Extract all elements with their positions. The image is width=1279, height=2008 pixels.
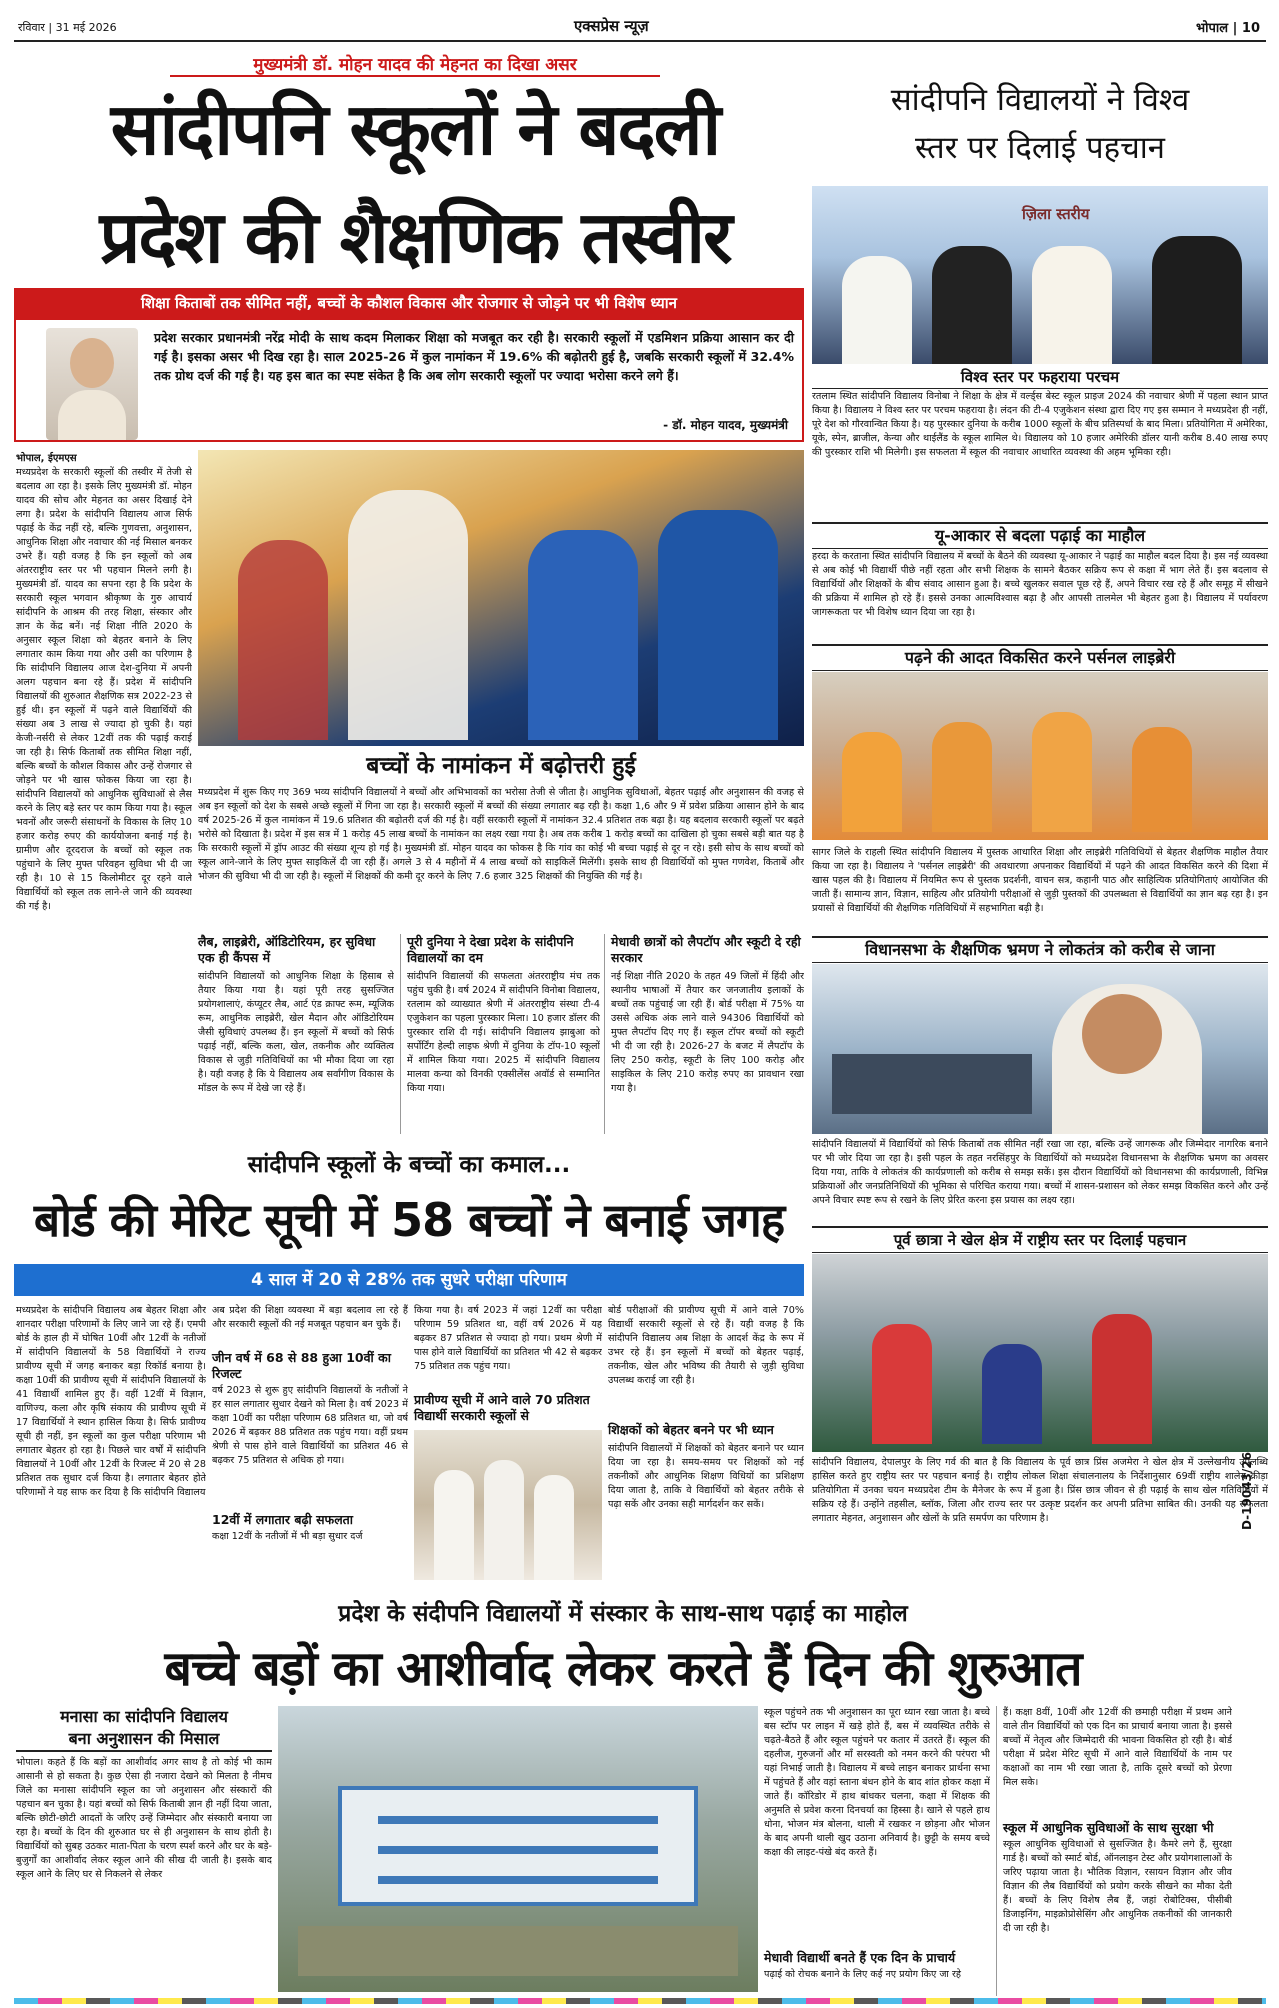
lead-kicker: मुख्यमंत्री डॉ. मोहन यादव की मेहनत का दिखा असर <box>170 52 660 77</box>
u-shape-head: यू-आकार से बदला पढ़ाई का माहौल <box>812 522 1268 549</box>
lead-column-1: मध्यप्रदेश के सरकारी स्कूलों की तस्वीर में तेजी से बदलाव आ रहा है। इसके लिए मुख्यमंत्री डॉ. मोहन यादव की सोच और मेहनत का असर दिखाई देने लगा है। प्रदेश के सांदीपनि विद्यालय आज सिर्फ पढ़ाई के केंद्र नहीं रहे, बल्कि गुणवत्ता, अनुशासन, आधुनिक शिक्षा और नवाचार की नई मिसाल बनकर उभरे हैं। यही वजह है कि इन स्कूलों को अब अंतरराष्ट्रीय स्तर पर भी पहचान मिलने लगी है। मुख्यमंत्री डॉ. यादव का सपना रहा है कि प्रदेश के सरकारी स्कूल भगवान श्रीकृष्ण के गुरु आचार्य सांदीपनि के आश्रम की तरह शिक्षा, संस्कार और ज्ञान के केंद्र बनें। नई शिक्षा नीति 2020 के अनुसार स्कूल शिक्षा को बेहतर बनाने के लिए लगातार काम किया गया और उसी का परिणाम है कि सांदीपनि विद्यालय आज देश-दुनिया में अपनी अलग पहचान बना रहे हैं। प्रदेश में सांदीपनि विद्यालयों की शुरुआत शैक्षणिक सत्र 2022-23 से हुई थी। इन स्कूलों में पढ़ने वाले विद्यार्थियों की संख्या अब 3 लाख से ज्यादा हो चुकी है। यहां केजी-नर्सरी से लेकर 12वीं तक की पढ़ाई कराई जा रही है। सिर्फ किताबों तक सीमित शिक्षा नहीं, बल्कि बच्चों के कौशल विकास और उन्हें रोजगार से जोड़ने पर भी खास फोकस किया जा रहा है। सांदीपनि विद्यालयों को आधुनिक सुविधाओं से लैस करने के लिए बड़े स्तर पर काम किया गया है। स्कूल भवनों और जरूरी संसाधनों के विकास के लिए 10 हजार करोड़ रुपए की कार्ययोजना बनाई गई है। ग्रामीण और दूरदराज के बच्चों को स्कूल तक पहुंचाने के लिए मुफ्त परिवहन सुविधा भी दी जा रही है। 10 से 15 किलोमीटर दूर रहने वाले विद्यार्थियों को स्कूल तक लाने-ले जाने की व्यवस्था की गई है। <box>16 467 192 912</box>
merit-col2-body: वर्ष 2023 से शुरू हुए सांदीपनि विद्यालयों के नतीजों ने हर साल लगातार सुधार देखने को मिला है। वर्ष 2023 में कक्षा 10वीं का परीक्षा परिणाम 68 प्रतिशत था, जो वर्ष 2026 में बढ़कर 88 प्रतिशत तक पहुंच गया। वहीं प्रथम श्रेणी से पास होने वाले विद्यार्थियों का प्रतिशत 46 से बढ़कर 75 प्रतिशत से अधिक हो गया। <box>212 1385 408 1466</box>
right-headline-1: सांदीपनि विद्यालयों ने विश्व <box>890 82 1190 118</box>
bottom-headline: बच्चे बड़ों का आशीर्वाद लेकर करते हैं दिन की शुरुआत <box>164 1641 1082 1697</box>
merit-column-2 <box>212 1304 408 1588</box>
bottom-col3-head: मेधावी विद्यार्थी बनते हैं एक दिन के प्राचार्य <box>764 1950 956 1965</box>
merit-col4-tail: सांदीपनि विद्यालयों में शिक्षकों को बेहतर बनाने पर ध्यान दिया जा रहा है। समय-समय पर शिक्षकों को नई तकनीकों और आधुनिक शिक्षण विधियों का प्रशिक्षण दिया जाता है, ताकि वे विद्यार्थियों को बेहतर तरीके से पढ़ा सकें और उनका सही मार्गदर्शन कर सकें। <box>608 1443 804 1510</box>
quote-box <box>14 318 804 442</box>
sports-photo <box>812 1254 1268 1452</box>
laptop-box-head: मेधावी छात्रों को लैपटॉप और स्कूटी दे रही सरकार <box>611 934 801 965</box>
merit-col4-body: बोर्ड परीक्षाओं की प्रावीण्य सूची में आने वाले 70% विद्यार्थी सरकारी स्कूलों से रहे हैं। यही वजह है कि सांदीपनि विद्यालय अब शिक्षा के आदर्श केंद्र के रूप में उभर रहे हैं। इन स्कूलों में बच्चों को बेहतर पढ़ाई, तकनीक, खेल और भविष्य की तैयारी से जुड़ी सुविधा उपलब्ध कराई जा रही है। <box>608 1305 804 1386</box>
bottom-col3-tail: पढ़ाई को रोचक बनाने के लिए कई नए प्रयोग किए जा रहे <box>764 1969 961 1980</box>
merit-column-3 <box>414 1304 602 1588</box>
school-aerial-photo <box>278 1706 758 1992</box>
world-body: रतलाम स्थित सांदीपनि विद्यालय विनोबा ने शिक्षा के क्षेत्र में वर्ल्ड्स बेस्ट स्कूल प्राइज 2024 की नवाचार श्रेणी में पहला स्थान प्राप्त किया है। विद्यालय ने विश्व स्तर पर परचम फहराया है। लंदन की टी-4 एजुकेशन संस्था द्वारा दिए गए इस सम्मान ने मध्यप्रदेश ही नहीं, पूरे देश को गौरवान्वित किया है। यह पुरस्कार दुनिया के करीब 1000 स्कूलों के बीच प्रतिस्पर्धा के बाद मिला। प्रतियोगिता में अमेरिका, यूके, स्पेन, ब्राजील, केन्या और थाईलैंड के स्कूल शामिल थे। विद्यालय को 10 हजार अमेरिकी डॉलर यानी करीब 8.40 लाख रुपए की पुरस्कार राशि भी मिलेगी। इस सफलता में स्कूल की नवाचार आधारित व्यवस्था की अहम भूमिका रही। <box>812 391 1268 458</box>
dateline: भोपाल, ईएमएस <box>16 453 77 464</box>
page-number: भोपाल | 10 <box>1196 21 1260 36</box>
masthead <box>14 12 1266 42</box>
enroll-head: बच्चों के नामांकन में बढ़ोत्तरी हुई <box>366 753 636 779</box>
lead-photo <box>198 450 804 746</box>
merit-col4-head: शिक्षकों को बेहतर बनने पर भी ध्यान <box>608 1422 774 1437</box>
sports-head: पूर्व छात्रा ने खेल क्षेत्र में राष्ट्रीय स्तर पर दिलाई पहचान <box>812 1226 1268 1253</box>
award-photo <box>812 186 1268 364</box>
students-photo <box>414 1430 602 1580</box>
date-line: रविवार | 31 मई 2026 <box>18 21 117 34</box>
world-box-head: पूरी दुनिया ने देखा प्रदेश के सांदीपनि विद्यालयों का दम <box>407 934 574 965</box>
paper-name: एक्सप्रेस न्यूज़ <box>574 17 649 35</box>
cm-quote-byline: - डॉ. मोहन यादव, मुख्यमंत्री <box>663 418 788 432</box>
lead-headline-2: प्रदेश की शैक्षणिक तस्वीर <box>99 195 731 279</box>
bottom-column-1: भोपाल। कहते हैं कि बड़ों का आशीर्वाद अगर साथ है तो कोई भी काम आसानी से हो सकता है। कुछ ऐसा ही नजारा देखने को मिलता है नीमच जिले का मनासा सांदीपनि स्कूल का जो अनुशासन और संस्कारों की पहचान बन चुका है। यहां बच्चों को सिर्फ किताबी ज्ञान ही नहीं दिया जाता, बल्कि छोटी-छोटी आदतों के जरिए उन्हें जिम्मेदार और संस्कारी बनाया जा रहा है। बच्चों के दिन की शुरुआत घर से ही अनुशासन के साथ होती है। विद्यार्थियों को सुबह उठकर माता-पिता के चरण स्पर्श करने और घर के बड़े-बुजुर्गों का आशीर्वाद लेकर स्कूल आने की सीख दी जाती है। इसके बाद स्कूल आने के लिए घर से निकलने से लेकर <box>16 1757 272 1880</box>
sports-body: सांदीपनि विद्यालय, देपालपुर के लिए गर्व की बात है कि विद्यालय के पूर्व छात्र प्रिंस अजमेरा ने खेल क्षेत्र में उल्लेखनीय उपलब्धि हासिल करते हुए राष्ट्रीय स्तर पर पहचान बनाई है। राष्ट्रीय लोकल शिक्षा संचालनालय के निर्देशानुसार 69वीं राष्ट्रीय शालेय क्रीड़ा प्रतियोगिता में उनका चयन मध्यप्रदेश टीम के मैनेजर के रूप में हुआ है। प्रिंस छात्र जीवन से ही पढ़ाई के साथ खेल गतिविधियों में सक्रिय रहे हैं। उन्होंने तहसील, ब्लॉक, जिला और राज्य स्तर पर उत्कृष्ट प्रदर्शन कर अपनी प्रतिभा साबित की। उनकी यह सफलता लगातार मेहनत, अनुशासन और खेलों के प्रति समर्पण का परिणाम है। <box>812 1457 1268 1524</box>
library-photo <box>812 672 1268 840</box>
bottom-column-4 <box>996 1706 1232 1996</box>
facility-box-head: लैब, लाइब्रेरी, ऑडिटोरियम, हर सुविधा एक ही कैंपस में <box>198 934 376 965</box>
merit-col2-head-1: जीन वर्ष में 68 से 88 हुआ 10वीं का रिजल्ट <box>212 1350 391 1381</box>
color-registration-bar <box>14 1998 1266 2004</box>
library-head: पढ़ने की आदत विकसित करने पर्सनल लाइब्रेरी <box>812 644 1268 671</box>
lead-headline-1: सांदीपनि स्कूलों ने बदली <box>110 87 720 171</box>
merit-strap: 4 साल में 20 से 28% तक सुधरे परीक्षा परिणाम <box>14 1264 804 1296</box>
cm-quote: प्रदेश सरकार प्रधानमंत्री नरेंद्र मोदी के साथ कदम मिलाकर शिक्षा को मजबूत कर रही है। सरकारी स्कूलों में एडमिशन प्रक्रिया आसान कर दी गई है। इसका असर भी दिख रहा है। साल 2025-26 में कुल नामांकन में 19.6% की बढ़ोतरी हुई है, जबकि सरकारी स्कूलों में 32.4% तक ग्रोथ दर्ज की गई है। यह इस बात का स्पष्ट संकेत है कि अब लोग सरकारी स्कूलों पर ज्यादा भरोसा करने लगे हैं। <box>154 330 794 383</box>
bottom-col4-tail: स्कूल आधुनिक सुविधाओं से सुसज्जित है। कैमरे लगे हैं, सुरक्षा गार्ड है। बच्चों को स्मार्ट बोर्ड, ऑनलाइन टेस्ट और प्रयोगशालाओं के जरिए पढ़ाया जाता है। भौतिक विज्ञान, रसायन विज्ञान और जीव विज्ञान की लैब विद्यार्थियों को प्रयोग करके सीखने का मौका देती हैं। बच्चों के लिए विशेष लैब हैं, जहां रोबोटिक्स, पीसीबी डिजाइनिंग, माइक्रोप्रोसेसिंग और आधुनिक तकनीकों की जानकारी दी जा रही है। <box>1003 1839 1232 1934</box>
assembly-photo <box>812 964 1268 1134</box>
bottom-kicker: प्रदेश के संदीपनि विद्यालयों में संस्कार के साथ-साथ पढ़ाई का माहोल <box>338 1601 908 1627</box>
merit-col2-tail: कक्षा 12वीं के नतीजों में भी बड़ा सुधार दर्ज <box>212 1531 363 1542</box>
merit-col3-body: किया गया है। वर्ष 2023 में जहां 12वीं का परीक्षा परिणाम 59 प्रतिशत था, वहीं वर्ष 2026 में यह बढ़कर 87 प्रतिशत से ज्यादा हो गया। प्रथम श्रेणी में पास होने वाले विद्यार्थियों का प्रतिशत भी 42 से बढ़कर 75 प्रतिशत तक पहुंच गया। <box>414 1305 602 1372</box>
assembly-head: विधानसभा के शैक्षणिक भ्रमण ने लोकतंत्र को करीब से जाना <box>812 936 1268 963</box>
laptop-box-body: नई शिक्षा नीति 2020 के तहत 49 जिलों में हिंदी और स्थानीय भाषाओं में तैयार कर जनजातीय इलाकों के बच्चों तक पहुंचाई जा रही हैं। बोर्ड परीक्षा में 75% या उससे अधिक अंक लाने वाले 94306 विद्यार्थियों को मुफ्त लैपटॉप दिए गए हैं। स्कूल टॉपर बच्चों को स्कूटी भी दी जा रही है। 2026-27 के बजट में लैपटॉप के लिए 250 करोड़, स्कूटी के लिए 100 करोड़ और साइकिल के लिए 210 करोड़ रुपए का प्रावधान रखा गया है। <box>611 971 804 1094</box>
photo-banner-text: ज़िला स्तरीय <box>1022 205 1090 223</box>
lead-strap: शिक्षा किताबों तक सीमित नहीं, बच्चों के कौशल विकास और रोजगार से जोड़ने पर भी विशेष ध्यान <box>14 288 804 318</box>
bottom-col4-body: हैं। कक्षा 8वीं, 10वीं और 12वीं की छमाही परीक्षा में प्रथम आने वाले तीन विद्यार्थियों को एक दिन का प्राचार्य बनाया जाता है। इससे बच्चों में नेतृत्व और जिम्मेदारी की भावना विकसित हो रही है। बोर्ड परीक्षा में प्रदेश मेरिट सूची में आने वाले विद्यार्थियों के नाम पर कक्षाओं का नाम भी रखा जाता है, ताकि दूसरे बच्चों को प्रेरणा मिल सके। <box>1003 1707 1232 1788</box>
merit-column-1: मध्यप्रदेश के सांदीपनि विद्यालय अब बेहतर शिक्षा और शानदार परीक्षा परिणामों के लिए जाने जा रहे हैं। एमपी बोर्ड के हाल ही में घोषित 10वीं और 12वीं के नतीजों में सांदीपनि विद्यालयों के 58 विद्यार्थियों ने राज्य प्रावीण्य सूची में जगह बनाकर बड़ा रिकॉर्ड बनाया है। कक्षा 10वीं की प्रावीण्य सूची में सांदीपनि विद्यालयों के 41 विद्यार्थी शामिल हुए हैं। वहीं 12वीं में विज्ञान, वाणिज्य, कला और कृषि संकाय की प्रावीण्य सूची में 17 विद्यार्थियों ने स्थान हासिल किया है। सिर्फ प्रावीण्य सूची ही नहीं, इन स्कूलों का कुल परीक्षा परिणाम भी लगातार बेहतर हो रहा है। पिछले चार वर्षों में सांदीपनि विद्यालयों ने 10वीं और 12वीं के रिजल्ट में 20 से 28 प्रतिशत तक सुधार दर्ज किया है। लगातार बेहतर होते परिणामों ने यह साफ कर दिया है कि सांदीपनि विद्यालय <box>16 1305 206 1498</box>
bottom-side-head-1: मनासा का सांदीपनि विद्यालय <box>60 1707 228 1726</box>
merit-col3-head: प्रावीण्य सूची में आने वाले 70 प्रतिशत विद्यार्थी सरकारी स्कूलों से <box>414 1392 590 1423</box>
merit-headline: बोर्ड की मेरिट सूची में 58 बच्चों ने बनाई जगह <box>33 1193 785 1247</box>
u-shape-body: हरदा के करताना स्थित सांदीपनि विद्यालय में बच्चों के बैठने की व्यवस्था यू-आकार ने पढ़ाई का माहौल बदल दिया है। इस नई व्यवस्था से अब कोई भी विद्यार्थी पीछे नहीं रहता और सभी शिक्षक के सामने बैठकर सक्रिय रूप से कक्षा में भाग लेते हैं। इस बदलाव से विद्यार्थियों और शिक्षकों के बीच संवाद आसान हुआ है। बच्चे खुलकर सवाल पूछ रहे हैं, अपने विचार रख रहे हैं और समूह में सीखने की प्रक्रिया में शामिल हो रहे हैं। इससे उनका आत्मविश्वास बढ़ा है और आपसी तालमेल भी बेहतर हुआ है। विद्यालय में पर्यावरण जागरूकता पर भी विशेष ध्यान दिया जा रहा है। <box>812 551 1268 618</box>
bottom-col4-head: स्कूल में आधुनिक सुविधाओं के साथ सुरक्षा भी <box>1003 1820 1214 1835</box>
world-box <box>400 934 600 1134</box>
facility-box-body: सांदीपनि विद्यालयों को आधुनिक शिक्षा के हिसाब से तैयार किया गया है। यहां पूरी तरह सुसज्जित प्रयोगशालाएं, कंप्यूटर लैब, आर्ट एंड क्राफ्ट रूम, म्यूजिक रूम, आधुनिक लाइब्रेरी, खेल मैदान और ऑडिटोरियम जैसी सुविधाएं उपलब्ध हैं। इन स्कूलों में बच्चों को सिर्फ पढ़ाई नहीं, बल्कि कला, खेल, तकनीक और व्यक्तित्व विकास से जुड़ी गतिविधियों का भी मौका दिया जा रहा है। यही वजह है कि ये विद्यालय अब सर्वांगीण विकास के मॉडल के रूप में देखे जा रहे हैं। <box>198 971 394 1094</box>
assembly-body: सांदीपनि विद्यालयों में विद्यार्थियों को सिर्फ किताबों तक सीमित नहीं रखा जा रहा, बल्कि उन्हें जागरूक और जिम्मेदार नागरिक बनाने पर भी जोर दिया जा रहा है। इसी पहल के तहत नरसिंहपुर के विद्यार्थियों को मध्यप्रदेश विधानसभा के शैक्षणिक भ्रमण का अवसर दिया गया, ताकि वे लोकतंत्र की कार्यप्रणाली को करीब से समझ सकें। इस दौरान विद्यार्थियों को विधानसभा की कार्यप्रणाली, विभिन्न प्रक्रियाओं और जनप्रतिनिधियों की भूमिका से परिचित कराया गया। बच्चों में शासन-प्रशासन को लेकर समझ विकसित करने और उन्हें अपने विचार स्पष्ट रूप से रखने के लिए प्रेरित करना इस प्रयास का लक्ष्य रहा। <box>812 1139 1268 1206</box>
bottom-col3-body: स्कूल पहुंचने तक भी अनुशासन का पूरा ध्यान रखा जाता है। बच्चे बस स्टॉप पर लाइन में खड़े होते हैं, बस में व्यवस्थित तरीके से चढ़ते-बैठते हैं और स्कूल पहुंचने पर कतार में उतरते हैं। स्कूल की दहलीज, गुरुजनों और माँ सरस्वती को नमन करने की परंपरा भी यहां निभाई जाती है। विद्यालय में बच्चे लाइन बनाकर प्रार्थना सभा में पहुंचते हैं और वहां स्ताना बंधन होने के बाद शांत होकर कक्षा में जाते हैं। कॉरिडोर में हाथ बांधकर चलना, कक्षा में शिक्षक की अनुमति से प्रवेश करना दिनचर्या का हिस्सा है। खाने से पहले हाथ धोना, भोजन मंत्र बोलना, थाली में रखकर न छोड़ना और भोजन के बाद अपनी थाली खुद उठाना अनिवार्य है। छुट्टी के समय बच्चे कक्षा की लाइट-पंखे बंद करते हैं। <box>764 1707 990 1858</box>
ad-code: D-19043/26 <box>1240 1452 1254 1530</box>
world-head: विश्व स्तर पर फहराया परचम <box>812 366 1268 389</box>
right-headline-2: स्तर पर दिलाई पहचान <box>914 130 1165 166</box>
merit-col2-head-2: 12वीं में लगातार बढ़ी सफलता <box>212 1512 354 1527</box>
library-body: सागर जिले के राहली स्थित सांदीपनि विद्यालय में पुस्तक आधारित शिक्षा और लाइब्रेरी गतिविधियों से बेहतर शैक्षणिक माहौल तैयार किया जा रहा है। विद्यालय ने 'पर्सनल लाइब्रेरी' की अवधारणा अपनाकर विद्यार्थियों में पढ़ने की आदत विकसित करने की दिशा में खास पहल की है। विद्यालय में नियमित रूप से पुस्तक प्रदर्शनी, वाचन सत्र, कहानी पाठ और साहित्यिक प्रतियोगिताएं आयोजित की जाती हैं। सामान्य ज्ञान, विज्ञान, साहित्य और प्रतियोगी परीक्षाओं से जुड़ी पुस्तकों की उपलब्धता से विद्यार्थियों का ज्ञान बढ़ रहा है। इन प्रयासों से विद्यार्थियों की शैक्षणिक गतिविधियों में सहभागिता बढ़ी है। <box>812 847 1268 914</box>
bottom-column-3 <box>764 1706 990 1996</box>
enroll-body: मध्यप्रदेश में शुरू किए गए 369 भव्य सांदीपनि विद्यालयों ने बच्चों और अभिभावकों का भरोसा तेजी से जीता है। आधुनिक सुविधाओं, बेहतर पढ़ाई और अनुशासन की वजह से अब इन स्कूलों को देश के सबसे अच्छे स्कूलों में गिना जा रहा है। सरकारी स्कूलों में बच्चों की संख्या लगातार बढ़ रही है। कक्षा 1,6 और 9 में प्रवेश प्रक्रिया आसान होने के बाद वर्ष 2025-26 में कुल नामांकन में 19.6 प्रतिशत की बढ़ोतरी दर्ज की गई है। वहीं सरकारी स्कूलों में नामांकन 32.4 प्रतिशत तक बढ़ा है। यह बदलाव सरकारी स्कूलों पर बढ़ते भरोसे को दिखाता है। प्रदेश में इस सत्र में 1 करोड़ 45 लाख बच्चों के नामांकन का लक्ष्य रखा गया है। अब तक करीब 1 करोड़ बच्चों का दाखिला हो चुका सबसे बड़ी बात यह है कि सरकारी स्कूलों में ड्रॉप आउट की संख्या शून्य हो गई है। मुख्यमंत्री डॉ. मोहन यादव का फोकस है कि गांव का कोई भी बच्चा पढ़ाई से दूर न रहे। इसी सोच के साथ बच्चों को स्कूल आने-जाने के लिए मुफ्त साइकिलें दी जा रही हैं। अगले 3 से 4 महीनों में 4 लाख बच्चों को साइकिलें मिलेंगी। इसके साथ ही विद्यार्थियों को मुफ्त गणवेश, किताबें और भोजन की सुविधा भी दी जा रही है। स्कूलों में शिक्षकों की कमी दूर करने के लिए 7.6 हजार 325 शिक्षकों की नियुक्ति की गई है। <box>198 787 804 882</box>
merit-col2-lead: अब प्रदेश की शिक्षा व्यवस्था में बड़ा बदलाव ला रहे हैं और सरकारी स्कूलों की नई मजबूत पहचान बन चुके हैं। <box>212 1305 408 1330</box>
bottom-side-head <box>16 1706 272 1752</box>
facility-box <box>198 934 394 1134</box>
world-box-body: सांदीपनि विद्यालयों की सफलता अंतरराष्ट्रीय मंच तक पहुंच चुकी है। वर्ष 2024 में सांदीपनि विनोबा विद्यालय, रतलाम को व्याख्यात श्रेणी में अंतरराष्ट्रीय संस्था टी-4 एजुकेशन का पहला पुरस्कार मिला। 10 हजार डॉलर की पुरस्कार राशि दी गई। सांदीपनि विद्यालय झाबुआ को सर्पोर्टिंग हेल्दी लाइफ श्रेणी में दुनिया के टॉप-10 स्कूलों में शामिल किया गया। 2025 में सांदीपनि विद्यालय मालवा कन्या को विनकी एक्सीलेंस अवॉर्ड से सम्मानित किया गया। <box>407 971 600 1094</box>
laptop-box <box>604 934 804 1134</box>
merit-kicker: सांदीपनि स्कूलों के बच्चों का कमाल... <box>247 1152 571 1178</box>
cm-portrait <box>46 328 138 440</box>
bottom-side-head-2: बना अनुशासन की मिसाल <box>68 1729 220 1748</box>
merit-column-4 <box>608 1304 804 1588</box>
